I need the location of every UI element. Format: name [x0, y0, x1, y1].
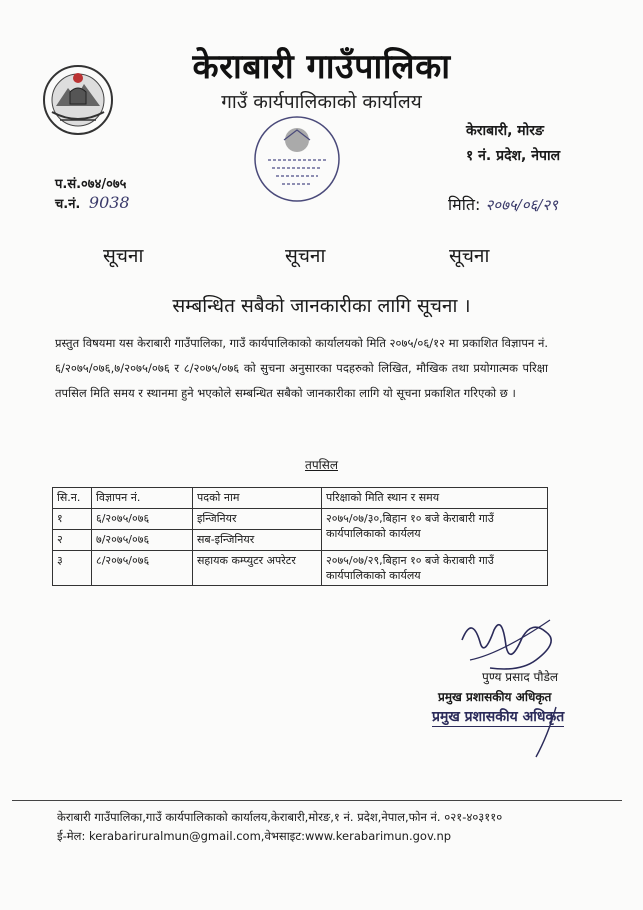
cell-sn: २ [53, 530, 92, 551]
organization-title: केराबारी गाउँपालिका [192, 47, 451, 87]
notice-word-3: सूचना [449, 245, 490, 267]
cell-post: इन्जिनियर [193, 509, 322, 530]
address-line-1: केराबारी, मोरङ [466, 123, 544, 139]
date-value: २०७५/०६/२९ [485, 196, 558, 214]
footer-address: केराबारी गाउँपालिका,गाउँ कार्यपालिकाको कार्यालय,केराबारी,मोरङ,१ नं. प्रदेश,नेपाल,फोन नं. ०२१-४०३११० [57, 810, 503, 824]
signer-name: पुण्य प्रसाद पौडेल [482, 670, 559, 684]
cell-post: सहायक कम्प्युटर अपरेटर [193, 551, 322, 586]
cell-sn: १ [53, 509, 92, 530]
designation-stamp: प्रमुख प्रशासकीय अधिकृत [432, 709, 565, 725]
table-row [53, 509, 548, 530]
dispatch-value: 9038 [88, 193, 130, 212]
office-stamp-icon [250, 112, 345, 207]
col-header-ad-no: विज्ञापन नं. [92, 488, 193, 509]
col-header-sn: सि.न. [53, 488, 92, 509]
cell-post: सब-इन्जिनियर [193, 530, 322, 551]
cell-exam-schedule: २०७५/०७/२९,बिहान १० बजे केराबारी गाउँ कार्यपालिकाको कार्यलय [322, 551, 548, 586]
signature-stroke [530, 705, 560, 760]
cell-sn: ३ [53, 551, 92, 586]
notice-word-2: सूचना [285, 245, 326, 267]
footer-contact: ई-मेल: kerabariruralmun@gmail.com,वेभसाइट:www.kerabarimun.gov.np [57, 829, 452, 843]
cell-exam-schedule: २०७५/०७/३०,बिहान १० बजे केराबारी गाउँ कार्यपालिकाको कार्यलय [322, 509, 548, 551]
cell-ad-no: ७/२०७५/०७६ [92, 530, 193, 551]
date [448, 193, 558, 215]
col-header-exam: परिक्षाको मिति स्थान र समय [322, 488, 548, 509]
organization-subtitle: गाउँ कार्यपालिकाको कार्यालय [221, 91, 422, 113]
date-label: मिति: [448, 195, 481, 214]
col-header-post: पदको नाम [193, 488, 322, 509]
cell-ad-no: ८/२०७५/०७६ [92, 551, 193, 586]
dispatch-number [55, 193, 130, 212]
table-header-row [53, 488, 548, 509]
exam-schedule-table [52, 487, 548, 586]
cell-ad-no: ६/२०७५/०७६ [92, 509, 193, 530]
notice-body: प्रस्तुत विषयमा यस केराबारी गाउँपालिका, गाउँ कार्यपालिकाको कार्यालयको मिति २०७५/०६/१२ मा प्रकाशित विज्ञापन नं. ६/२०७५/०७६,७/२०७५/०७६ र ८/२०७५/०७६ को सुचना अनुसारका पदहरुको लिखित, मौखिक तथा प्रयोगात्मक परिक्षा तपसिल मिति समय र स्थानमा हुने भएकोले सम्बन्धित सबैको जानकारीका लागि यो सूचना प्रकाशित गरिएको छ । [55, 336, 548, 400]
reference-number: प.सं.०७४/०७५ [55, 177, 127, 192]
notice-word-1: सूचना [103, 245, 144, 267]
dispatch-label: च.नं. [55, 197, 81, 212]
notice-headline: सम्बन्धित सबैको जानकारीका लागि सूचना । [172, 295, 471, 317]
address-line-2: १ नं. प्रदेश, नेपाल [466, 148, 561, 164]
schedule-caption: तपसिल [304, 458, 338, 472]
table-row [53, 551, 548, 586]
footer-divider [12, 800, 622, 801]
signer-title: प्रमुख प्रशासकीय अधिकृत [438, 690, 552, 704]
